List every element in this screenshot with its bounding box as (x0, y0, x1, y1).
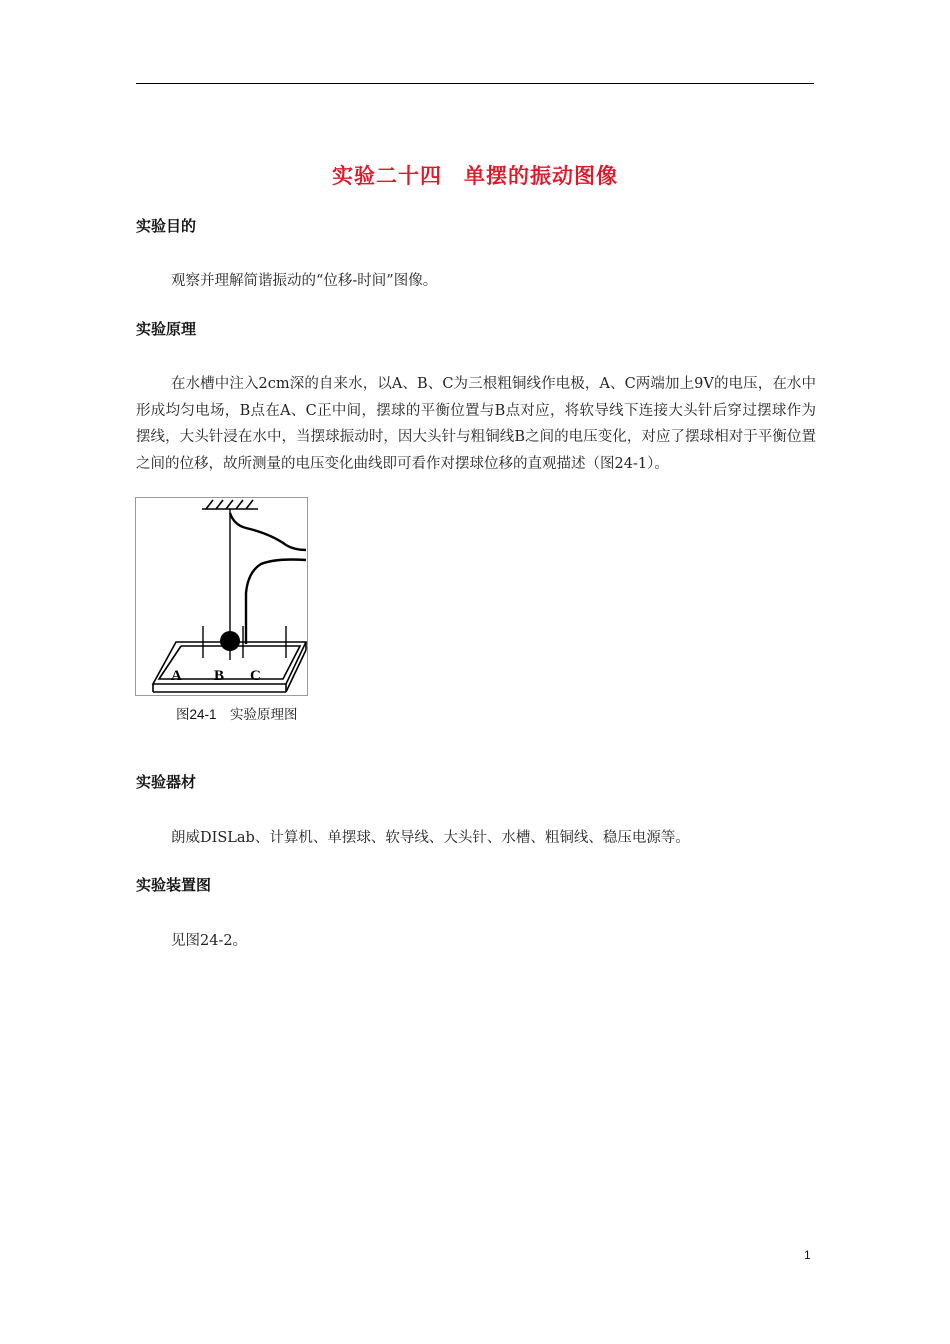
ceiling-support (202, 500, 258, 509)
label-c: C (250, 668, 261, 684)
page-number: 1 (804, 1248, 811, 1262)
page-title: 实验二十四 单摆的振动图像 (332, 164, 618, 188)
soft-wire-lower (246, 560, 306, 645)
label-a: A (171, 668, 182, 684)
heading-equipment: 实验器材 (136, 773, 197, 791)
paragraph-setup: 见图24-2。 (171, 933, 248, 949)
soft-wire (230, 513, 306, 550)
heading-principle: 实验原理 (136, 320, 197, 338)
paragraph-purpose: 观察并理解简谐振动的“位移-时间”图像。 (171, 273, 438, 289)
figure-principle-diagram (135, 497, 308, 696)
header-rule (136, 83, 814, 84)
heading-purpose: 实验目的 (136, 217, 197, 235)
paragraph-principle: 在水槽中注入2cm深的自来水，以A、B、C为三根粗铜线作电极，A、C两端加上9V的电压，在水中形成均匀电场，B点在A、C正中间，摆球的平衡位置与B点对应，将软导线下连接大头针后穿过摆球作为摆线，大头针浸在水中，当摆球振动时，因大头针与粗铜线B之间的电压变化，对应了摆球相对于平衡位置之间的位移，故所测量的电压变化曲线即可看作对摆球位移的直观描述（图24-1）。 (136, 376, 816, 472)
figure-caption: 图24-1 实验原理图 (176, 707, 298, 722)
label-b: B (214, 668, 225, 684)
heading-setup: 实验装置图 (136, 876, 212, 894)
paragraph-equipment: 朗威DISLab、计算机、单摆球、软导线、大头针、水槽、粗铜线、稳压电源等。 (171, 830, 690, 846)
pendulum-diagram (136, 498, 307, 695)
